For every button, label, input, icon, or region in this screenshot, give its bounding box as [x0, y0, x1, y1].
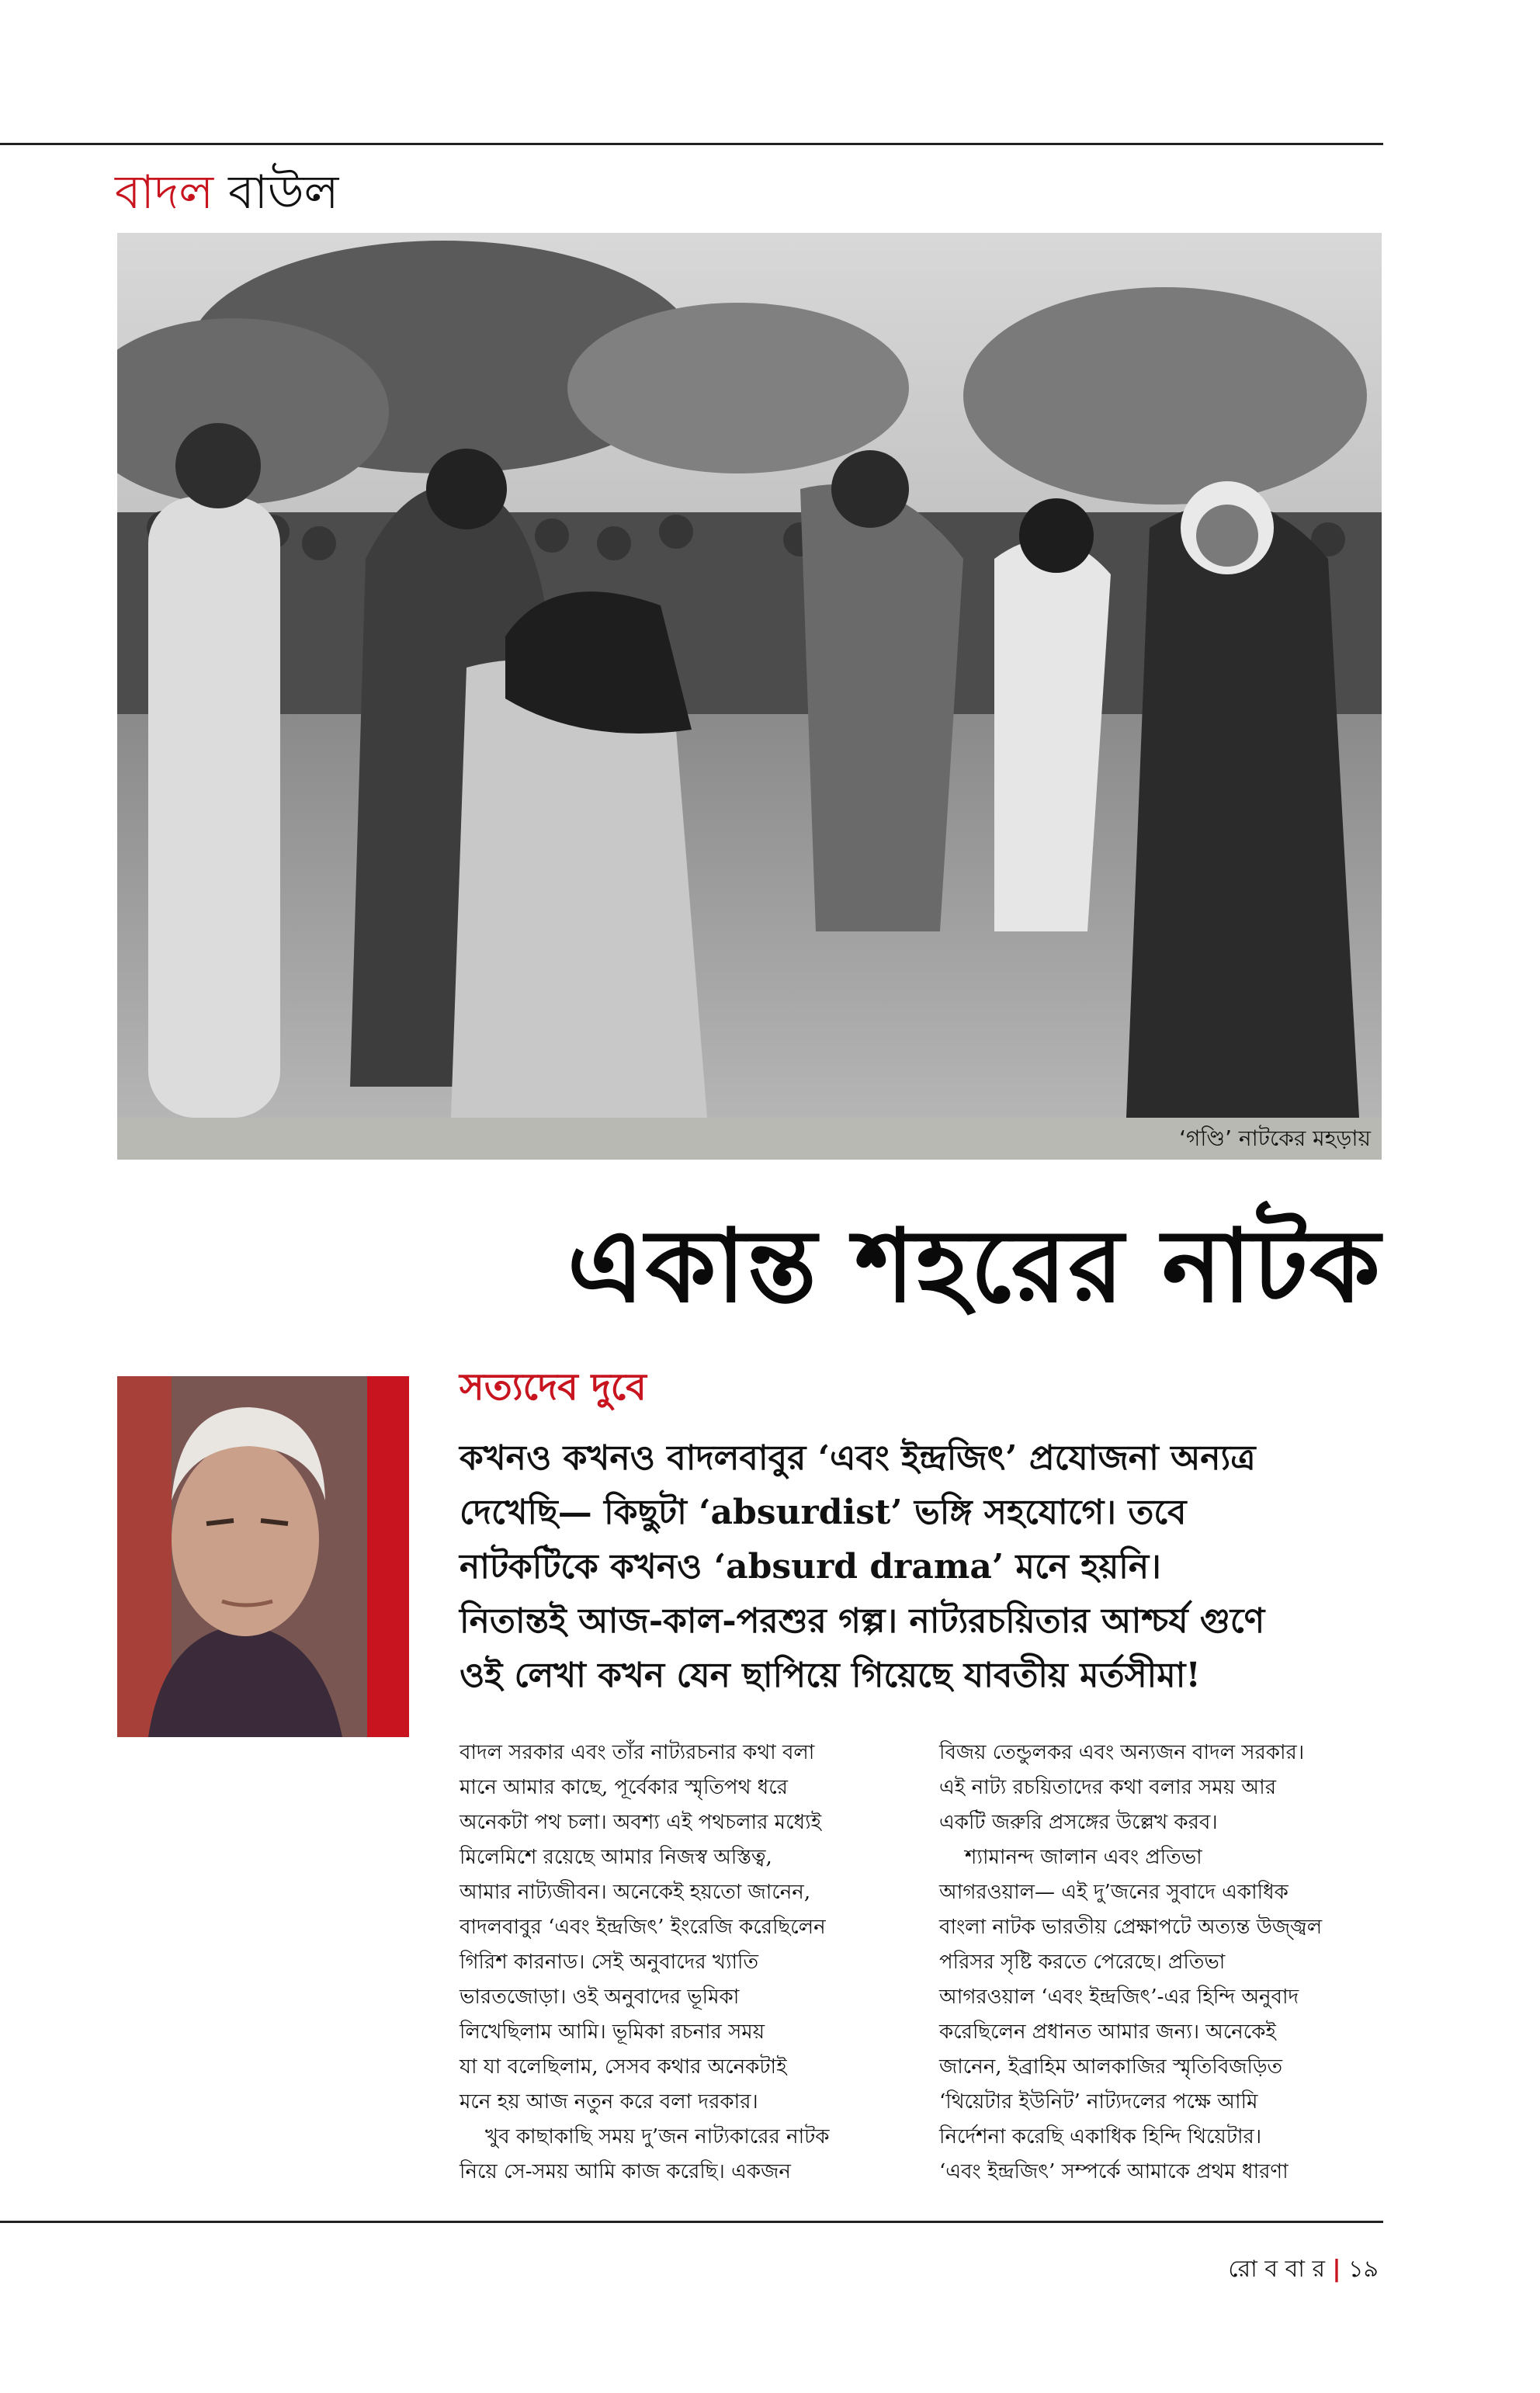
body-line: বিজয় তেন্ডুলকর এবং অন্যজন বাদল সরকার। — [939, 1741, 1305, 1764]
body-line: গিরিশ কারনাড। সেই অনুবাদের খ্যাতি — [460, 1951, 758, 1974]
body-line: মিলেমিশে রয়েছে আমার নিজস্ব অস্তিত্ব, — [460, 1846, 772, 1869]
body-line: নিয়ে সে-সময় আমি কাজ করেছি। একজন — [460, 2160, 791, 2183]
body-line: ‘থিয়েটার ইউনিট’ নাট্যদলের পক্ষে আমি — [939, 2090, 1258, 2114]
body-line: জানেন, ইব্রাহিম আলকাজির স্মৃতিবিজড়িত — [939, 2055, 1283, 2079]
footer-separator: | — [1332, 2256, 1341, 2283]
body-line: খুব কাছাকাছি সময় দু’জন নাট্যকারের নাটক — [460, 2125, 830, 2148]
body-line: শ্যামানন্দ জালান এবং প্রতিভা — [939, 1846, 1202, 1869]
author-accent-strip — [367, 1376, 409, 1737]
body-line: বাংলা নাটক ভারতীয় প্রেক্ষাপটে অত্যন্ত উজ্জ্বল — [939, 1916, 1323, 1939]
lead-line: নিতান্তই আজ-কাল-পরশুর গল্প। নাট্যরচয়িতার আশ্চর্য গুণে — [460, 1601, 1265, 1641]
lead-paragraph — [460, 1431, 1387, 1703]
headline: একান্ত শহরের নাটক — [567, 1206, 1382, 1325]
section-title-red: বাদল — [115, 165, 214, 220]
photo-caption: ‘গণ্ডি’ নাটকের মহড়ায় — [1179, 1125, 1371, 1151]
author-portrait-illustration — [117, 1376, 367, 1737]
body-line: একটি জরুরি প্রসঙ্গের উল্লেখ করব। — [939, 1811, 1218, 1834]
body-line: ‘এবং ইন্দ্রজিৎ’ সম্পর্কে আমাকে প্রথম ধারণা — [939, 2160, 1289, 2183]
photo-caption-bar — [117, 1118, 1382, 1160]
body-line: অনেকটা পথ চলা। অবশ্য এই পথচলার মধ্যেই — [460, 1811, 822, 1834]
body-line: বাদল সরকার এবং তাঁর নাট্যরচনার কথা বলা — [460, 1741, 815, 1764]
lead-line: ওই লেখা কখন যেন ছাপিয়ে গিয়েছে যাবতীয় মর্তসীমা! — [460, 1656, 1201, 1695]
lead-line: নাটকটিকে কখনও ‘absurd drama’ মনে হয়নি। — [460, 1547, 1161, 1587]
lead-line: দেখেছি— কিছুটা ‘absurdist’ ভঙ্গি সহযোগে। তবে — [460, 1493, 1187, 1532]
body-line: এই নাট্য রচয়িতাদের কথা বলার সময় আর — [939, 1776, 1277, 1799]
body-line: নির্দেশনা করেছি একাধিক হিন্দি থিয়েটার। — [939, 2125, 1262, 2148]
top-rule — [0, 143, 1383, 145]
body-line: আগরওয়াল— এই দু’জনের সুবাদে একাধিক — [939, 1881, 1289, 1904]
body-line: ভারতজোড়া। ওই অনুবাদের ভূমিকা — [460, 1985, 740, 2009]
body-line: মনে হয় আজ নতুন করে বলা দরকার। — [460, 2090, 758, 2114]
bottom-rule — [0, 2221, 1383, 2223]
rehearsal-photo-illustration — [117, 233, 1382, 1118]
magazine-name: রো ব বা র — [1228, 2256, 1325, 2283]
body-column-right — [939, 1736, 1383, 2190]
main-photo — [117, 233, 1382, 1160]
body-line: মানে আমার কাছে, পূর্বেকার স্মৃতিপথ ধরে — [460, 1776, 788, 1799]
body-column-left — [460, 1736, 904, 2190]
body-line: বাদলবাবুর ‘এবং ইন্দ্রজিৎ’ ইংরেজি করেছিলেন — [460, 1916, 826, 1939]
body-line: করেছিলেন প্রধানত আমার জন্য। অনেকেই — [939, 2020, 1276, 2044]
body-line: যা যা বলেছিলাম, সেসব কথার অনেকটাই — [460, 2055, 787, 2079]
lead-line: কখনও কখনও বাদলবাবুর ‘এবং ইন্দ্রজিৎ’ প্রযোজনা অন্যত্র — [460, 1438, 1256, 1478]
body-line: আগরওয়াল ‘এবং ইন্দ্রজিৎ’-এর হিন্দি অনুবাদ — [939, 1985, 1299, 2009]
author-name: সত্যদেব দুবে — [460, 1365, 647, 1409]
section-title-black: বাউল — [228, 165, 339, 220]
body-line: লিখেছিলাম আমি। ভূমিকা রচনার সময় — [460, 2020, 765, 2044]
page-footer — [1228, 2253, 1379, 2287]
author-photo — [117, 1376, 367, 1737]
page-number: ১৯ — [1348, 2256, 1379, 2283]
body-line: আমার নাট্যজীবন। অনেকেই হয়তো জানেন, — [460, 1881, 811, 1904]
section-title — [115, 161, 338, 224]
body-line: পরিসর সৃষ্টি করতে পেরেছে। প্রতিভা — [939, 1951, 1226, 1974]
